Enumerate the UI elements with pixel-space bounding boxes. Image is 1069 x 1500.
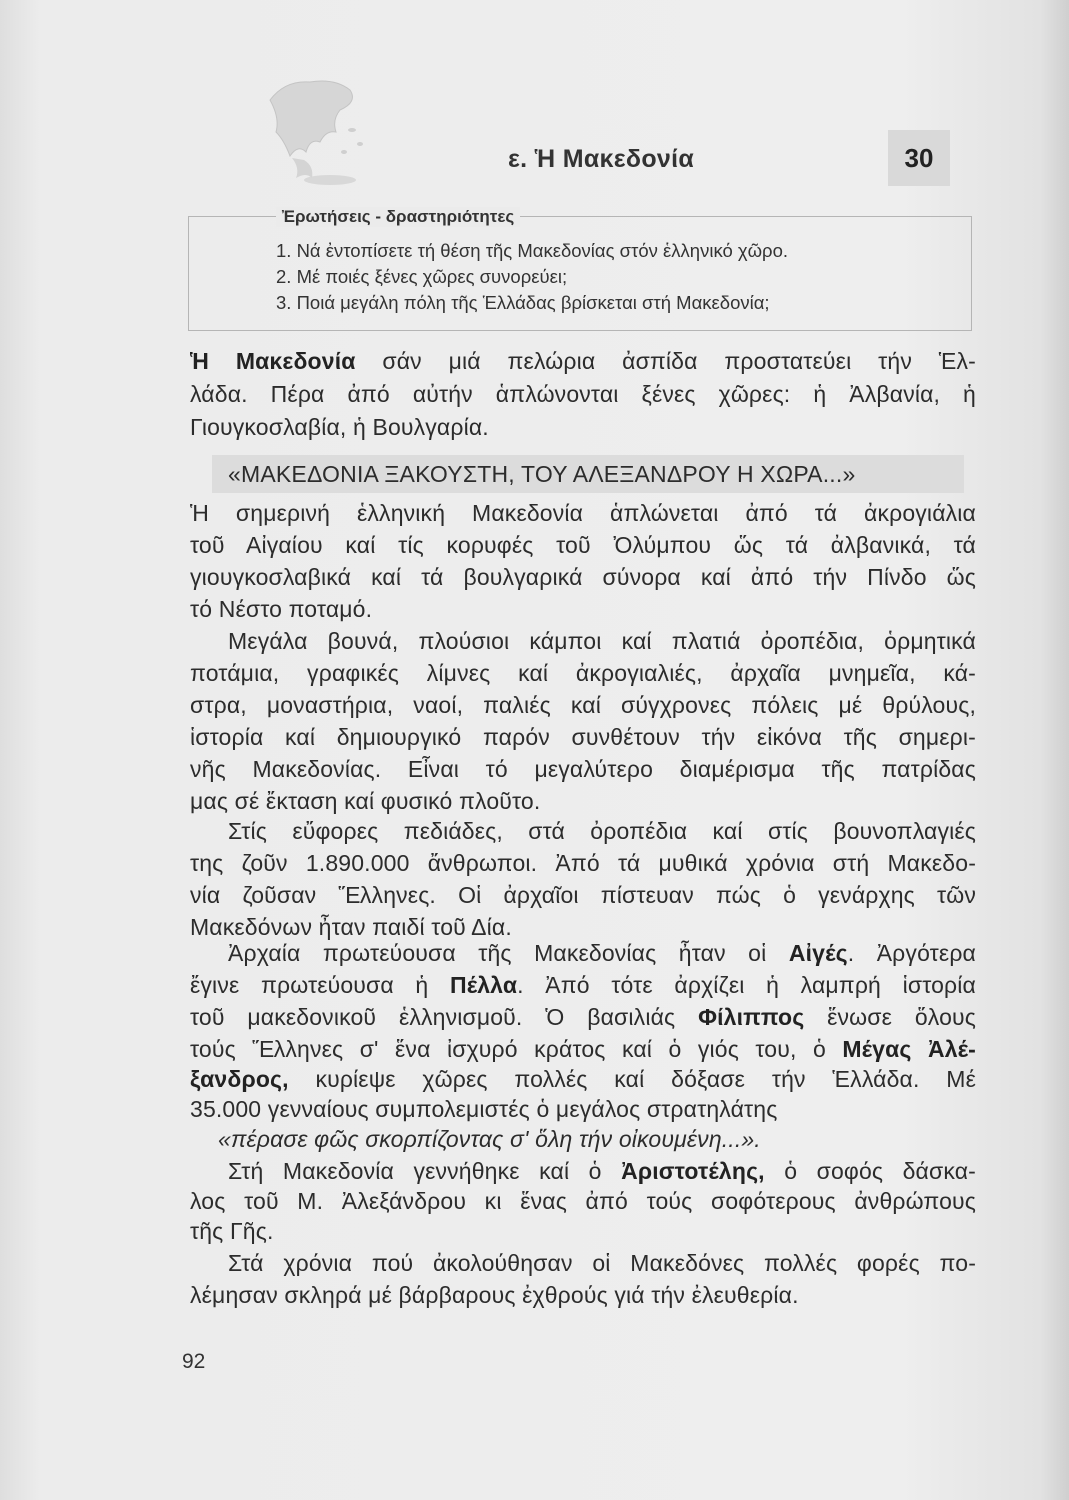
paragraph-line: [190, 1066, 976, 1093]
intro-line-1: [190, 348, 976, 375]
bold-term: Ἀριστοτέλης,: [621, 1158, 765, 1184]
italic-quote: «πέρασε φῶς σκορπίζοντας σ' ὅλη τήν οἰκουμένη...».: [218, 1126, 761, 1152]
text: ὁ σοφός δάσκα-: [764, 1158, 976, 1184]
paragraph-line: στρα, μοναστήρια, ναοί, παλιές καί σύγχρονες πόλεις μέ θρύλους,: [190, 692, 976, 718]
paragraph-line: 35.000 γενναίους συμπολεμιστές ὁ μεγάλος στρατηλάτης: [190, 1096, 778, 1122]
paragraph-line: γιουγκοσλαβικά καί τά βουλγαρικά σύνορα καί ἀπό τήν Πίνδο ὥς: [190, 564, 976, 590]
chapter-title: ε. Ἡ Μακεδονία: [508, 145, 695, 173]
paragraph-line: τοῦ Αἰγαίου καί τίς κορυφές τοῦ Ὀλύμπου ὥς τά ἀλβανικά, τά: [190, 532, 976, 558]
intro-bold-term: Ἡ Μακεδονία: [190, 348, 356, 374]
bold-term: Φίλιππος: [698, 1004, 805, 1030]
text: Ἀρχαία πρωτεύουσα τῆς Μακεδονίας ἦταν οἱ: [228, 940, 789, 966]
bold-term: Αἰγές: [788, 940, 848, 966]
paragraph-line: [190, 1036, 976, 1063]
section-heading: «ΜΑΚΕΔΟΝΙΑ ΞΑΚΟΥΣΤΗ, ΤΟΥ ΑΛΕΞΑΝΔΡΟΥ Η ΧΩΡΑ...»: [228, 461, 856, 487]
paragraph-line: Ἡ σημερινή ἑλληνική Μακεδονία ἁπλώνεται ἀπό τά ἀκρογιάλια: [190, 500, 976, 526]
chapter-number: 30: [888, 130, 950, 186]
paragraph-line: Στά χρόνια πού ἀκολούθησαν οἱ Μακεδόνες πολλές φορές πο-: [228, 1250, 976, 1276]
paragraph-line: λος τοῦ Μ. Ἀλεξάνδρου κι ἕνας ἀπό τούς σοφότερους ἀνθρώπους: [190, 1188, 976, 1214]
paragraph-line: νία ζοῦσαν Ἕλληνες. Οἱ ἀρχαῖοι πίστευαν πώς ὁ γενάρχης τῶν: [190, 882, 976, 908]
paragraph-line: Στίς εὔφορες πεδιάδες, στά ὀροπέδια καί στίς βουνοπλαγιές: [228, 818, 976, 844]
intro-line-3: Γιουγκοσλαβία, ἡ Βουλγαρία.: [190, 414, 489, 440]
paragraph-line: μας σέ ἔκταση καί φυσικό πλοῦτο.: [190, 788, 541, 814]
intro-text: σάν μιά πελώρια ἀσπίδα προστατεύει τήν Ἑλ-: [355, 348, 976, 374]
paragraph-line: [190, 972, 976, 999]
paragraph-line: ποτάμια, γραφικές λίμνες καί ἀκρογιαλιές, ἀρχαῖα μνημεῖα, κά-: [190, 660, 976, 686]
paragraph-line: τῆς Γῆς.: [190, 1218, 274, 1244]
text: Στή Μακεδονία γεννήθηκε καί ὁ: [228, 1158, 622, 1184]
text: ἔγινε πρωτεύουσα ἡ: [190, 972, 450, 998]
quote-line: [218, 1126, 761, 1153]
paragraph-line: της ζοῦν 1.890.000 ἄνθρωποι. Ἀπό τά μυθικά χρόνια στή Μακεδο-: [190, 850, 976, 876]
bold-term: Μέγας Ἀλέ-: [842, 1036, 976, 1062]
text: κυρίεψε χῶρες πολλές καί δόξασε τήν Ἑλλάδα. Μέ: [288, 1066, 976, 1092]
paragraph-line: [228, 1158, 976, 1185]
paragraph-line: ἱστορία καί δημιουργικό παρόν συνθέτουν τήν εἰκόνα τῆς σημερι-: [190, 724, 976, 750]
bold-term: ξανδρος,: [190, 1066, 289, 1092]
greece-map-icon: [240, 60, 390, 190]
paragraph-line: [190, 1004, 976, 1031]
question-item: 1. Νά ἐντοπίσετε τή θέση τῆς Μακεδονίας στόν ἑλληνικό χῶρο.: [276, 240, 789, 261]
intro-line-2: λάδα. Πέρα ἀπό αὐτήν ἁπλώνονται ξένες χῶρες: ἡ Ἀλβανία, ἡ: [190, 381, 976, 407]
text: τοῦ μακεδονικοῦ ἑλληνισμοῦ. Ὁ βασιλιάς: [190, 1004, 699, 1030]
paragraph-line: τό Νέστο ποταμό.: [190, 596, 373, 622]
paragraph-line: νῆς Μακεδονίας. Εἶναι τό μεγαλύτερο διαμέρισμα τῆς πατρίδας: [190, 756, 976, 782]
question-item: 3. Ποιά μεγάλη πόλη τῆς Ἑλλάδας βρίσκεται στή Μακεδονία;: [276, 292, 770, 313]
paragraph-line: λέμησαν σκληρά μέ βάρβαρους ἐχθρούς γιά τήν ἐλευθερία.: [190, 1282, 799, 1308]
paragraph-line: Μακεδόνων ἦταν παιδί τοῦ Δία.: [190, 914, 512, 940]
paragraph-line: Μεγάλα βουνά, πλούσιοι κάμποι καί πλατιά ὀροπέδια, ὁρμητικά: [228, 628, 976, 654]
question-item: 2. Μέ ποιές ξένες χῶρες συνορεύει;: [276, 266, 568, 287]
page-number: 92: [182, 1350, 206, 1373]
text: τούς Ἕλληνες σ' ἕνα ἰσχυρό κράτος καί ὁ γιός του, ὁ: [190, 1036, 843, 1062]
questions-title: Ἐρωτήσεις - δραστηριότητες: [276, 207, 520, 227]
text: . Ἀπό τότε ἀρχίζει ἡ λαμπρή ἱστορία: [517, 972, 976, 998]
text: ἕνωσε ὅλους: [804, 1004, 976, 1030]
bold-term: Πέλλα: [449, 972, 518, 998]
paragraph-line: [228, 940, 976, 967]
text: . Ἀργότερα: [847, 940, 977, 966]
